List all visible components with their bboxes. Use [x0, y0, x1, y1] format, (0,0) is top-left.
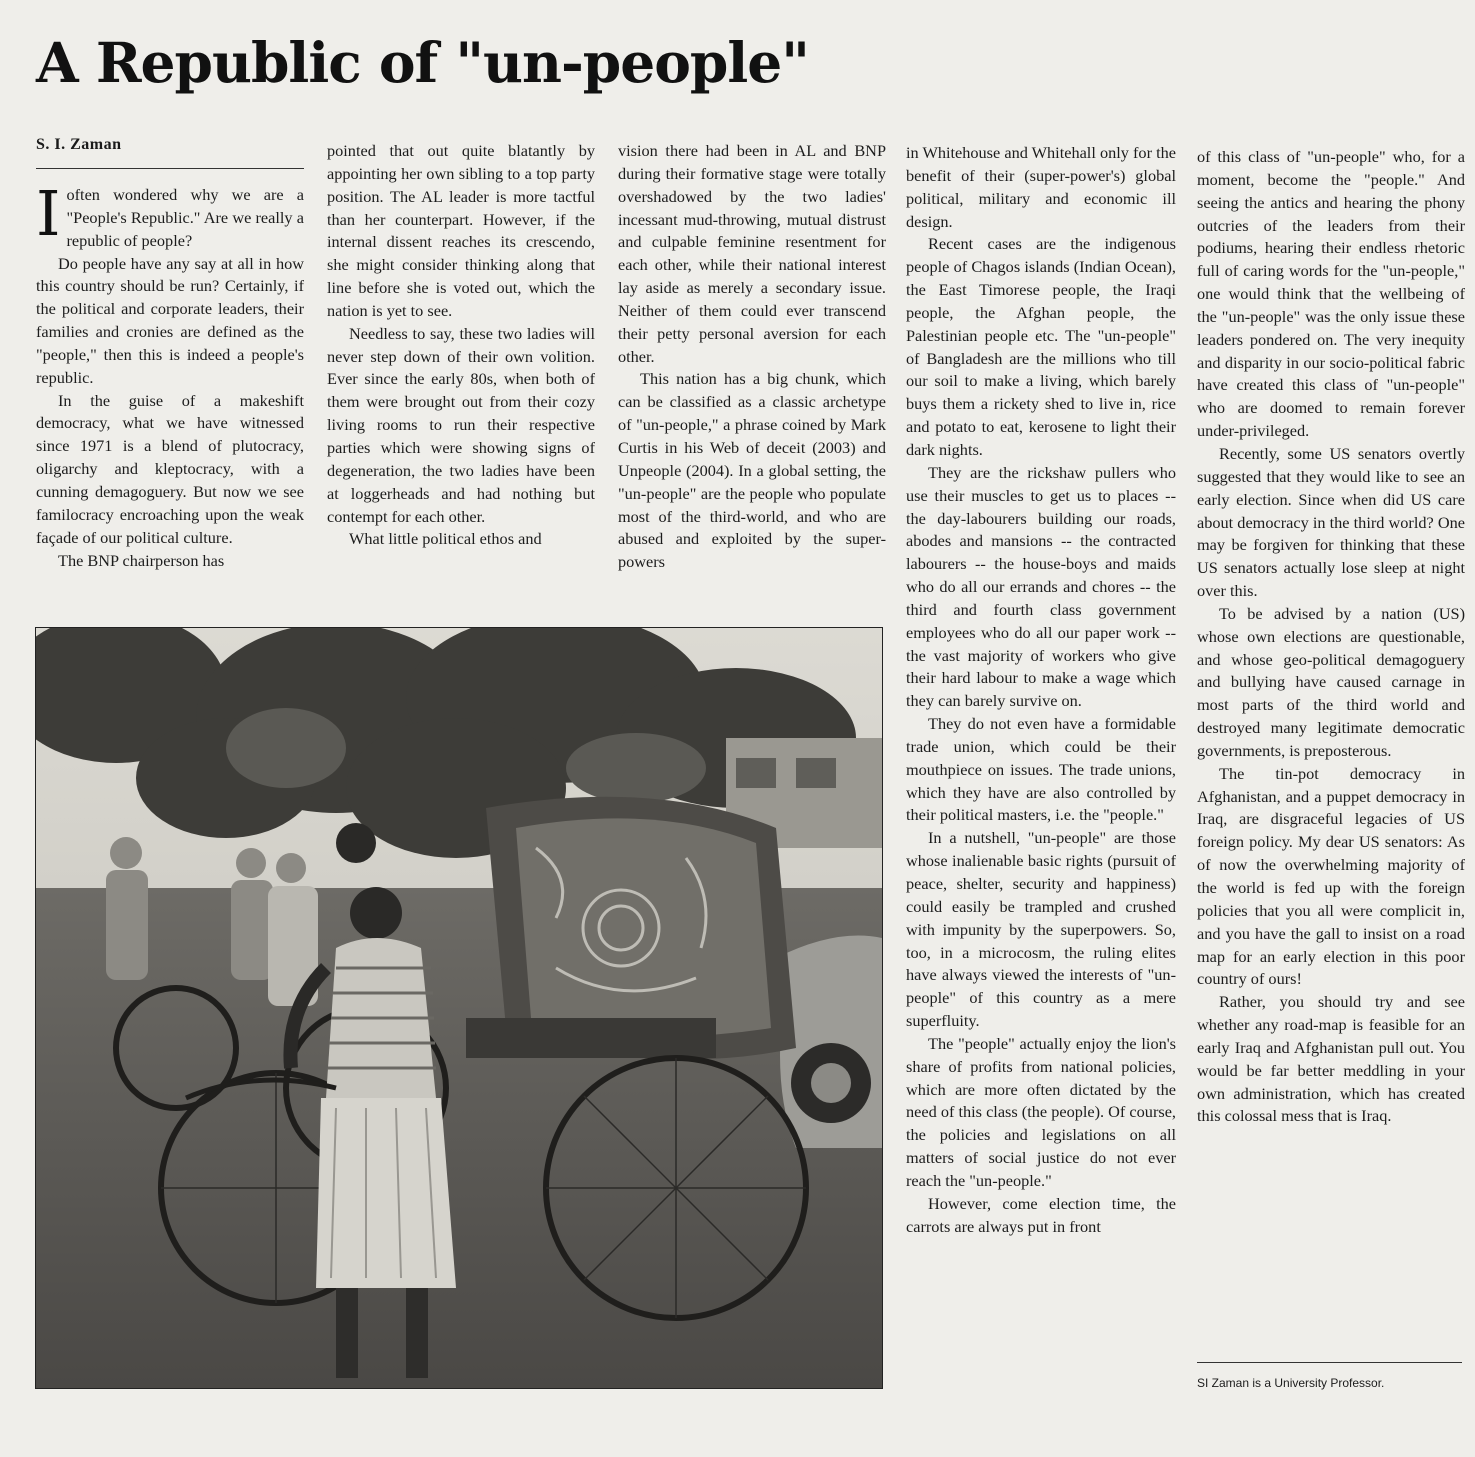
article-paragraph: Do people have any say at all in how this country should be run? Certainly, if the political and corporate leaders, their families and cronies are defined as the "people," then this is indeed a people's republic.: [36, 253, 304, 387]
article-paragraph: The BNP chairperson has: [58, 550, 225, 570]
article-paragraph: Recently, some US senators overtly suggested that they would like to see an early election. Since when did US care about democracy in the third world? One may be forgiven for thinking that these US senators actually lose sleep at night over this.: [1197, 443, 1465, 601]
article-paragraph: pointed that out quite blatantly by appointing her own sibling to a top party position. The AL leader is more tactful than her counterpart. However, if the internal dissent reaches its crescendo, she might consider thinking along that line before she is voted out, which the nation is yet to see.: [327, 141, 595, 320]
article-paragraph: in Whitehouse and Whitehall only for the benefit of their (super-power's) global political, military and economic ill design.: [906, 143, 1176, 231]
article-paragraph: Rather, you should try and see whether any road-map is feasible for an early Iraq and Afghanistan pull out. You would be far better meddling in your own administration, which has created this colossal mess that is Iraq.: [1197, 992, 1465, 1126]
article-column-3: [618, 140, 886, 616]
byline: S. I. Zaman: [36, 136, 122, 153]
end-rule: [1197, 1362, 1462, 1363]
article-paragraph: Needless to say, these two ladies will never step down of their own volition. Ever since the early 80s, when both of them were brought out from their cozy living rooms to run their respective parties which were showing signs of degeneration, the two ladies have been at loggerheads and had nothing but contempt for each other.: [327, 323, 595, 526]
article-paragraph: However, come election time, the carrots are always put in front: [906, 1193, 1176, 1236]
article-paragraph: They do not even have a formidable trade union, which could be their mouthpiece on issues. The trade unions, which they have are also controlled by their political masters, i.e. the "people.": [906, 714, 1176, 825]
article-paragraph: To be advised by a nation (US) whose own elections are questionable, and whose geo-political demagoguery and bullying have caused carnage in most parts of the third world and destroyed many legitimate democratic governments, is preposterous.: [1197, 603, 1465, 760]
article-paragraph: In the guise of a makeshift democracy, what we have witnessed since 1971 is a blend of plutocracy, oligarchy and kleptocracy, with a cunning demagoguery. But now we see familocracy encroaching upon the weak façade of our political culture.: [36, 390, 304, 547]
article-paragraph: What little political ethos and: [349, 529, 542, 549]
article-paragraph: [36, 184, 304, 253]
article-column-2: [327, 140, 595, 616]
paragraph-text: often wondered why we are a "People's Republic." Are we really a republic of people?: [66, 185, 304, 250]
article-paragraph: In a nutshell, "un-people" are those whose inalienable basic rights (pursuit of peace, shelter, security and happiness) could easily be trampled and crushed with impunity by the superpowers. So, too, in a microcosm, the ruling elites have always viewed the interests of "un-people" of this country as a mere superfluity.: [906, 828, 1176, 1031]
headline: A Republic of "un-people": [36, 30, 809, 95]
article-paragraph: of this class of "un-people" who, for a moment, become the "people." And seeing the antics and hearing the phony outcries of the leaders from their podiums, hearing their endless rhetoric full of caring words for the "un-people," one would think that the wellbeing of the "un-people" was the only issue these leaders pondered on. The very inequity and disparity in our socio-political fabric have created this class of "un-people" who are doomed to remain forever under-privileged.: [1197, 147, 1465, 441]
article-paragraph: vision there had been in AL and BNP during their formative stage were totally overshadowed by the two ladies' incessant mud-throwing, mutual distrust and culpable feminine resentment for each other, while their national interest lay aside as merely a secondary issue. Neither of them could ever transcend their petty personal aversion for each other.: [618, 141, 886, 366]
article-column-1: [36, 184, 304, 616]
article-paragraph: This nation has a big chunk, which can be classified as a classic archetype of "un-people," a phrase coined by Mark Curtis in his Web of deceit (2003) and Unpeople (2004). In a global setting, the "un-people" are the people who populate most of the third-world, and who are abused and exploited by the super-powers: [618, 369, 886, 572]
article-paragraph: The tin-pot democracy in Afghanistan, and a puppet democracy in Iraq, are disgraceful legacies of US foreign policy. My dear US senators: As of now the overwhelming majority of the world is fed up with the foreign policies that you all were complicit in, and you have the gall to insist on a road map for an early election in this poor country of ours!: [1197, 763, 1465, 989]
rickshaw-photo: [35, 627, 883, 1389]
article-paragraph: Recent cases are the indigenous people of Chagos islands (Indian Ocean), the East Timorese people, the Iraqi people, the Afghan people, the Palestinian people etc. The "un-people" of Bangladesh are the millions who till our soil to make a living, which barely buys them a rickety shed to live in, rice and potato to eat, kerosene to light their dark nights.: [906, 234, 1176, 459]
article-column-5: [1197, 146, 1465, 1356]
byline-divider: [36, 168, 304, 169]
author-footnote: SI Zaman is a University Professor.: [1197, 1376, 1385, 1390]
drop-cap: I: [36, 184, 61, 250]
article-paragraph: They are the rickshaw pullers who use their muscles to get us to places -- the day-labourers building our roads, abodes and mansions -- the contracted labourers -- the house-boys and maids who do all our errands and chores -- the third and fourth class government employees who do all our paper work -- the vast majority of workers who give their hard labour to make a wage which they can barely survive on.: [906, 462, 1176, 711]
article-column-4: [906, 142, 1176, 1394]
article-paragraph: The "people" actually enjoy the lion's share of profits from national policies, which are more often dictated by the need of this class (the people). Of course, the policies and legislations on all matters of social justice do not ever reach the "un-people.": [906, 1033, 1176, 1190]
